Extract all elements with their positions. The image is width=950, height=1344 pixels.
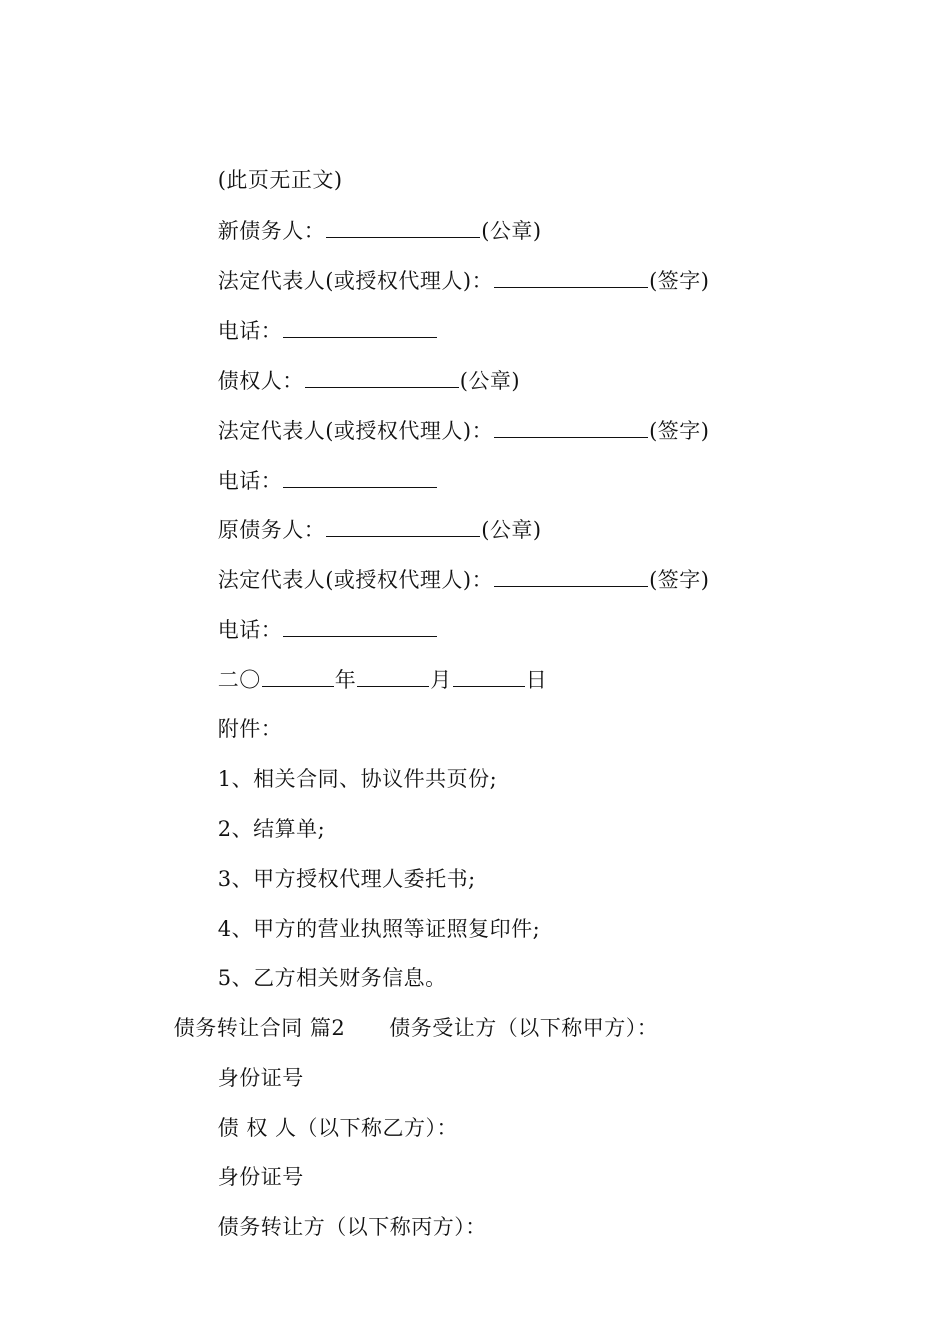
attachment-item-1: 1、相关合同、协议件共页份; <box>217 767 498 791</box>
legal-rep-label: 法定代表人(或授权代理人)： <box>217 419 494 443</box>
seal-note: (公章) <box>481 518 542 542</box>
legal-rep-label: 法定代表人(或授权代理人)： <box>217 269 494 293</box>
month-label: 月 <box>430 668 452 692</box>
phone-label: 电话： <box>217 319 283 343</box>
month-blank <box>357 664 429 687</box>
sign-note: (签字) <box>649 419 710 443</box>
party-c-line <box>189 1182 487 1272</box>
id-number-label: 身份证号 <box>217 1066 304 1090</box>
attachment-item-5: 5、乙方相关财务信息。 <box>217 966 447 990</box>
id-number-label: 身份证号 <box>217 1165 304 1189</box>
legal-rep-blank <box>494 265 648 288</box>
attachment-item-2: 2、结算单; <box>217 817 326 841</box>
seal-note: (公章) <box>459 369 521 393</box>
seal-note: (公章) <box>481 219 542 243</box>
year-label: 年 <box>334 668 357 692</box>
contract-title: 债务转让合同 篇2 <box>173 1016 346 1040</box>
phone-label: 电话： <box>217 469 283 493</box>
party-c-label: 债务转让方（以下称丙方）： <box>217 1215 487 1239</box>
legal-rep-label: 法定代表人(或授权代理人)： <box>217 568 494 592</box>
date-prefix: 二〇 <box>217 668 261 692</box>
sign-note: (签字) <box>649 269 710 293</box>
day-blank <box>453 664 525 687</box>
original-debtor-label: 原债务人： <box>217 518 326 542</box>
no-body-text: (此页无正文) <box>217 168 343 192</box>
creditor-label: 债权人： <box>217 369 304 393</box>
legal-rep-blank <box>494 415 648 438</box>
new-debtor-label: 新债务人： <box>217 219 326 243</box>
phone-label: 电话： <box>217 618 283 642</box>
legal-rep-blank <box>494 564 648 587</box>
attachment-item-3: 3、甲方授权代理人委托书; <box>217 867 476 891</box>
attachments-label: 附件： <box>217 717 283 741</box>
party-b-label: 债 权 人（以下称乙方）： <box>217 1116 459 1140</box>
party-a-label: 债务受让方（以下称甲方）： <box>389 1016 659 1040</box>
day-label: 日 <box>525 668 548 692</box>
attachment-item-4: 4、甲方的营业执照等证照复印件; <box>217 917 541 941</box>
sign-note: (签字) <box>649 568 710 592</box>
